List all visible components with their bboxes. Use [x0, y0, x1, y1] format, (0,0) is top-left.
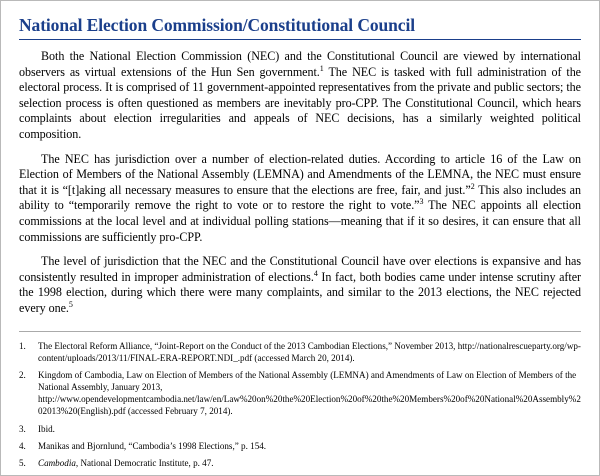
paragraph: Both the National Election Commission (NEC) and the Constitutional Council are viewed by international observers as virtual extensions of the Hun Sen government.$^1$ The NEC is tasked with full administration of the electoral process. It is comprised of 11 government-appointed representatives from the private and public sectors; the selection process is often questioned as members are inevitably pro-CPP. The Constitutional Council, which hears complaints about election irregularities and appeals of NEC decisions, has a similarly weighted political composition.	[19, 49, 582, 141]
footnote-item	[19, 457, 581, 469]
footnote-text: The Electoral Reform Alliance, “Joint-Report on the Conduct of the 2013 Cambodian Elections,” November 2013, http://nationalrescueparty.org/wp-content/uploads/2013/11/FINAL-ERA-REPORT.NDI_.pdf (accessed March 20, 2014).	[38, 340, 581, 363]
paragraph: The NEC has jurisdiction over a number of election-related duties. According to article 16 of the Law on Election of Members of the National Assembly (LEMNA) and Amendments of the LEMNA, the NEC must ensure that it is “[t]aking all necessary measures to ensure that the elections are free, fair, and just.”$^2$ This also includes an ability to “temporarily remove the right to vote or to restore the right to vote.”$^3$ The NEC appoints all election commissions at the local level and at individual polling stations—meaning that if it so desires, it can ensure that all commissions are sufficiently pro-CPP.	[19, 151, 581, 244]
title-divider	[19, 39, 581, 40]
footnote-item	[19, 340, 581, 364]
page-title: National Election Commission/Constitutional Council	[19, 15, 415, 35]
footnotes-list	[19, 340, 581, 470]
footnote-item	[19, 440, 581, 452]
footnote-text: Kingdom of Cambodia, Law on Election of Members of the National Assembly (LEMNA) and Amendments of Law on Election of Members of the National Assembly, January 2013, http://www.opendevelopmentcambodia.net/law/en/Law%20on%20the%20Election%20of%20the%20Members%20of%20National%20Assembly%202013%20(English).pdf (accessed February 7, 2014).	[38, 369, 581, 417]
footnote-number: 4.	[19, 440, 26, 451]
footnote-text: Ibid.	[38, 423, 55, 434]
footnote-number: 2.	[19, 369, 26, 380]
footnotes-divider	[19, 331, 581, 332]
footnote-text: Manikas and Bjornlund, “Cambodia’s 1998 Elections,” p. 154.	[38, 440, 267, 451]
footnote-number: 3.	[19, 423, 26, 434]
footnote-item	[19, 423, 581, 435]
footnote-number: 5.	[19, 457, 26, 468]
body-text	[19, 49, 581, 317]
footnote-item	[19, 369, 581, 418]
paragraph: The level of jurisdiction that the NEC and the Constitutional Council have over elections is expansive and has consistently resulted in improper administration of elections.$^4$ In fact, both bodies came under intense scrutiny after the 1998 election, during which there were many complaints, and similar to the 2013 elections, the NEC rejected every one.$^5$	[19, 254, 581, 315]
footnote-number: 1.	[19, 340, 26, 351]
footnote-text: Cambodia, National Democratic Institute, p. 47.	[38, 457, 214, 468]
